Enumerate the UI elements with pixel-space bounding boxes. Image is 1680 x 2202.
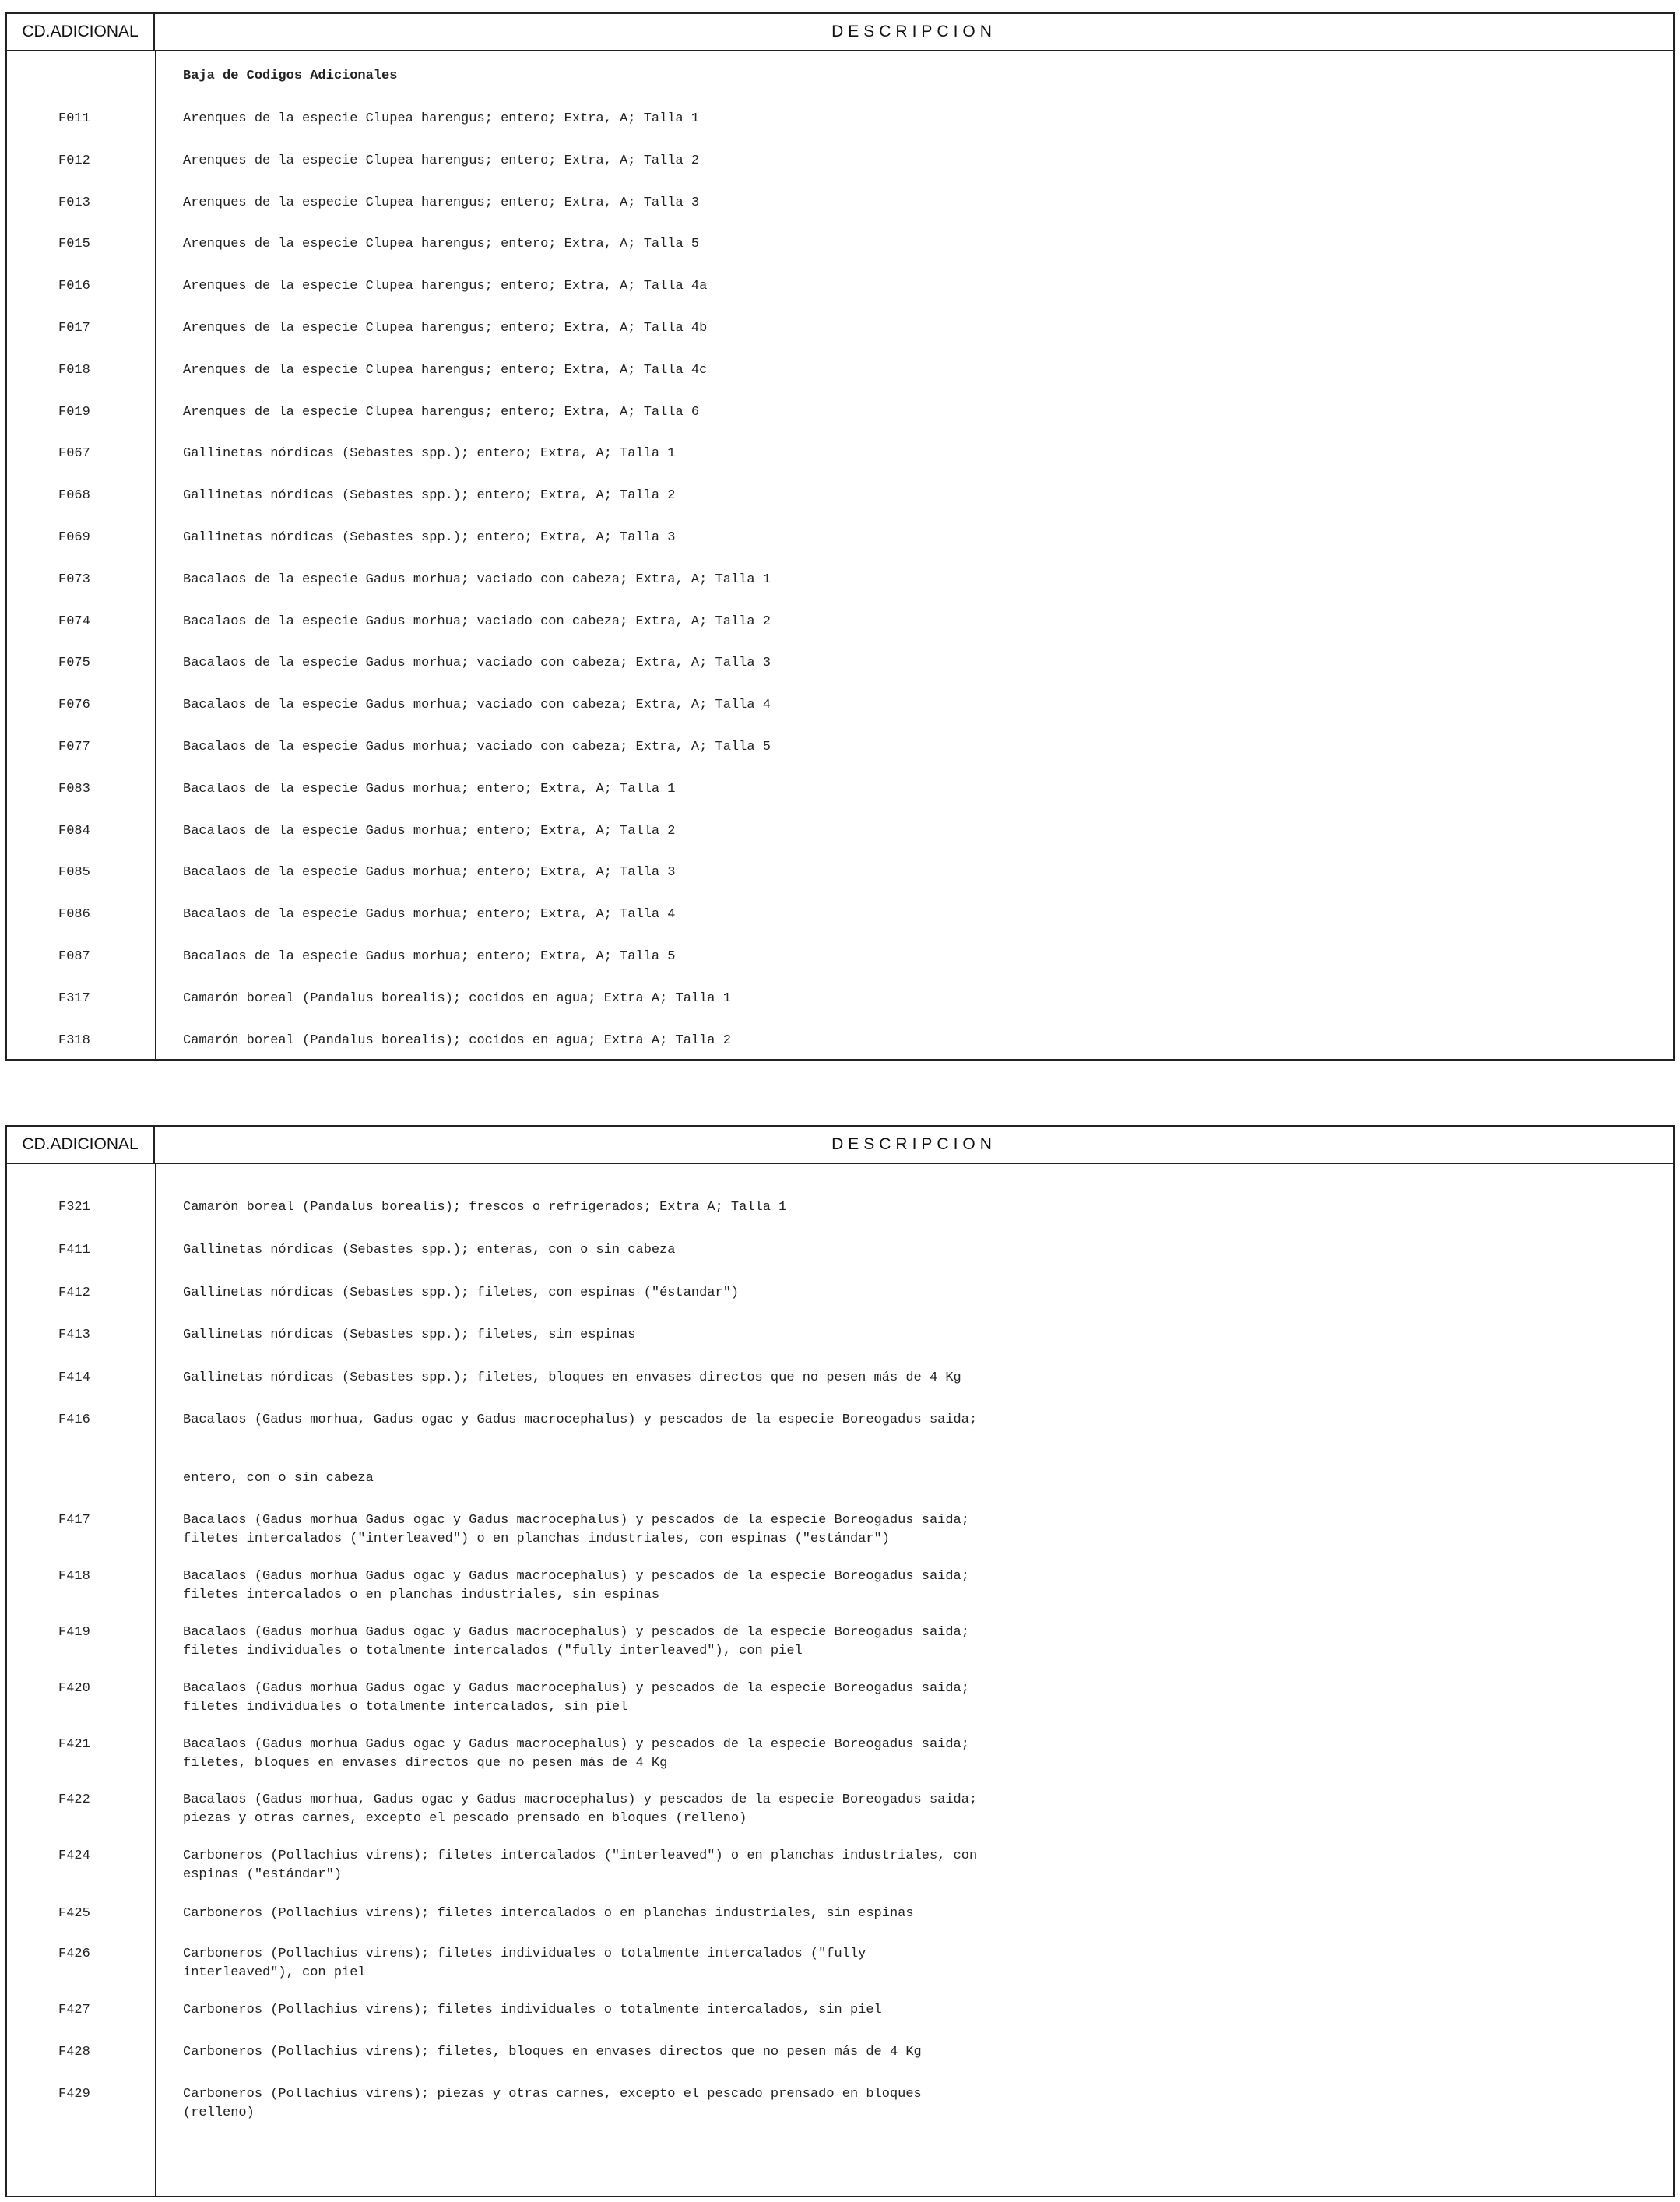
table-row	[7, 1736, 1673, 1773]
table-header	[7, 14, 1673, 51]
row-description: Carboneros (Pollachius virens); filetes individuales o totalmente intercalados, sin piel	[183, 2003, 882, 2017]
row-code: F317	[58, 990, 90, 1006]
row-code: F413	[58, 1328, 90, 1342]
row-description: Gallinetas nórdicas (Sebastes spp.); entero; Extra, A; Talla 2	[183, 488, 676, 504]
row-description: entero, con o sin cabeza	[183, 1471, 374, 1486]
table-row	[7, 1623, 1673, 1661]
row-code: F015	[58, 237, 90, 252]
table-row	[7, 445, 1673, 463]
row-description: Bacalaos de la especie Gadus morhua; entero; Extra, A; Talla 3	[183, 865, 676, 881]
row-code: F013	[58, 195, 90, 210]
header-description: DESCRIPCION	[831, 1135, 996, 1153]
table-row	[7, 864, 1673, 882]
row-code: F419	[58, 1625, 90, 1640]
row-description: Bacalaos de la especie Gadus morhua; vaciado con cabeza; Extra, A; Talla 4	[183, 698, 771, 713]
row-description: Bacalaos de la especie Gadus morhua; entero; Extra, A; Talla 4	[183, 907, 676, 923]
table-row	[7, 613, 1673, 631]
table-bajas-2	[5, 1125, 1675, 2197]
row-description: Bacalaos (Gadus morhua Gadus ogac y Gadus macrocephalus) y pescados de la especie Boreogadus saida; filetes intercalados ("interleaved") o en planchas industriales, con espinas ("estándar")	[183, 1513, 969, 1546]
table-row	[7, 403, 1673, 422]
table-row	[7, 571, 1673, 589]
row-code: F076	[58, 698, 90, 713]
table-row	[7, 2085, 1673, 2123]
row-description: Arenques de la especie Clupea harengus; entero; Extra, A; Talla 6	[183, 404, 700, 420]
table-row	[7, 906, 1673, 924]
table-row	[7, 780, 1673, 799]
row-description: Arenques de la especie Clupea harengus; entero; Extra, A; Talla 5	[183, 237, 700, 252]
row-code: F085	[58, 865, 90, 881]
row-code: F420	[58, 1681, 90, 1696]
table-row	[7, 194, 1673, 213]
row-code: F412	[58, 1286, 90, 1300]
row-description: Bacalaos de la especie Gadus morhua; entero; Extra, A; Talla 5	[183, 949, 676, 964]
row-description: Bacalaos (Gadus morhua, Gadus ogac y Gadus macrocephalus) y pescados de la especie Boreogadus saida;	[183, 1412, 978, 1427]
table-row	[7, 1198, 1673, 1217]
row-description: Bacalaos de la especie Gadus morhua; vaciado con cabeza; Extra, A; Talla 1	[183, 572, 771, 587]
row-description: Gallinetas nórdicas (Sebastes spp.); enteras, con o sin cabeza	[183, 1243, 676, 1258]
table-row	[7, 1284, 1673, 1303]
table-row	[7, 319, 1673, 338]
table-row	[7, 1567, 1673, 1605]
table-row	[7, 990, 1673, 1008]
row-code: F414	[58, 1370, 90, 1385]
row-code: F321	[58, 1200, 90, 1215]
row-description: Bacalaos de la especie Gadus morhua; entero; Extra, A; Talla 2	[183, 823, 676, 839]
row-code: F069	[58, 530, 90, 545]
row-description: Arenques de la especie Clupea harengus; entero; Extra, A; Talla 4b	[183, 321, 708, 336]
row-code: F411	[58, 1243, 90, 1258]
table-row	[7, 152, 1673, 171]
row-code: F427	[58, 2003, 90, 2017]
row-description: Arenques de la especie Clupea harengus; entero; Extra, A; Talla 4c	[183, 362, 708, 378]
row-description: Bacalaos (Gadus morhua, Gadus ogac y Gadus macrocephalus) y pescados de la especie Boreogadus saida; piezas y otras carnes, excepto el pescado prensado en bloques (relleno)	[183, 1792, 978, 1826]
table-row	[7, 1326, 1673, 1345]
row-code: F012	[58, 153, 90, 168]
table-row	[7, 1469, 1673, 1488]
table-header	[7, 1127, 1673, 1164]
row-code: F416	[58, 1412, 90, 1427]
row-description: Arenques de la especie Clupea harengus; entero; Extra, A; Talla 4a	[183, 279, 708, 294]
row-description: Carboneros (Pollachius virens); filetes, bloques en envases directos que no pesen más de 4 Kg	[183, 2045, 922, 2060]
row-code: F429	[58, 2087, 90, 2102]
row-code: F011	[58, 111, 90, 126]
table-row	[7, 487, 1673, 505]
row-description: Bacalaos (Gadus morhua Gadus ogac y Gadus macrocephalus) y pescados de la especie Boreogadus saida; filetes individuales o totalmente intercalados ("fully interleaved"), con piel	[183, 1625, 969, 1659]
header-code: CD.ADICIONAL	[7, 14, 155, 50]
row-description: Carboneros (Pollachius virens); filetes intercalados ("interleaved") o en planchas industriales, con espinas ("estándar")	[183, 1848, 978, 1882]
row-description: Carboneros (Pollachius virens); piezas y otras carnes, excepto el pescado prensado en bloques (relleno)	[183, 2087, 922, 2120]
row-code: F083	[58, 781, 90, 797]
row-description: Gallinetas nórdicas (Sebastes spp.); filetes, bloques en envases directos que no pesen más de 4 Kg	[183, 1370, 961, 1385]
table-bajas-1	[5, 12, 1675, 1061]
row-code: F424	[58, 1848, 90, 1863]
row-code: F018	[58, 362, 90, 378]
row-description: Arenques de la especie Clupea harengus; entero; Extra, A; Talla 1	[183, 111, 700, 126]
row-code: F074	[58, 614, 90, 629]
row-code: F422	[58, 1792, 90, 1807]
row-code: F425	[58, 1906, 90, 1921]
table-row	[7, 1511, 1673, 1549]
section-title-row	[7, 67, 1673, 86]
header-description: DESCRIPCION	[831, 23, 996, 40]
row-code: F087	[58, 949, 90, 964]
table-row	[7, 1847, 1673, 1884]
table-row	[7, 2001, 1673, 2020]
row-description: Bacalaos (Gadus morhua Gadus ogac y Gadus macrocephalus) y pescados de la especie Boreogadus saida; filetes intercalados o en planchas industriales, sin espinas	[183, 1569, 969, 1602]
section-title: Baja de Codigos Adicionales	[183, 69, 398, 83]
row-description: Camarón boreal (Pandalus borealis); frescos o refrigerados; Extra A; Talla 1	[183, 1200, 787, 1215]
row-code: F084	[58, 823, 90, 839]
table-row	[7, 696, 1673, 715]
row-description: Gallinetas nórdicas (Sebastes spp.); entero; Extra, A; Talla 1	[183, 446, 676, 462]
row-description: Gallinetas nórdicas (Sebastes spp.); filetes, con espinas ("éstandar")	[183, 1286, 740, 1300]
row-code: F428	[58, 2045, 90, 2060]
row-code: F418	[58, 1569, 90, 1584]
row-description: Camarón boreal (Pandalus borealis); cocidos en agua; Extra A; Talla 1	[183, 990, 731, 1006]
table-row	[7, 1241, 1673, 1260]
row-description: Camarón boreal (Pandalus borealis); cocidos en agua; Extra A; Talla 2	[183, 1032, 731, 1048]
row-code: F016	[58, 279, 90, 294]
row-description: Arenques de la especie Clupea harengus; entero; Extra, A; Talla 2	[183, 153, 700, 168]
header-code: CD.ADICIONAL	[7, 1127, 155, 1163]
table-row	[7, 738, 1673, 757]
row-description: Carboneros (Pollachius virens); filetes individuales o totalmente intercalados ("fully interleaved"), con piel	[183, 1947, 866, 1980]
table-row	[7, 948, 1673, 966]
row-description: Carboneros (Pollachius virens); filetes intercalados o en planchas industriales, sin espinas	[183, 1906, 914, 1921]
row-code: F077	[58, 740, 90, 755]
row-description: Bacalaos de la especie Gadus morhua; vaciado con cabeza; Extra, A; Talla 5	[183, 740, 771, 755]
row-code: F075	[58, 656, 90, 671]
row-code: F318	[58, 1032, 90, 1048]
row-description: Bacalaos (Gadus morhua Gadus ogac y Gadus macrocephalus) y pescados de la especie Boreogadus saida; filetes, bloques en envases directos que no pesen más de 4 Kg	[183, 1737, 969, 1771]
table-row	[7, 361, 1673, 380]
row-code: F086	[58, 907, 90, 923]
table-row	[7, 1791, 1673, 1828]
row-code: F068	[58, 488, 90, 504]
row-code: F417	[58, 1513, 90, 1528]
table-row	[7, 529, 1673, 547]
row-code: F421	[58, 1737, 90, 1752]
table-row	[7, 277, 1673, 296]
table-row	[7, 654, 1673, 673]
table-row	[7, 2043, 1673, 2062]
table-row	[7, 1032, 1673, 1050]
row-description: Gallinetas nórdicas (Sebastes spp.); filetes, sin espinas	[183, 1328, 636, 1342]
row-description: Gallinetas nórdicas (Sebastes spp.); entero; Extra, A; Talla 3	[183, 530, 676, 545]
row-code: F067	[58, 446, 90, 462]
table-row	[7, 1905, 1673, 1923]
row-description: Bacalaos de la especie Gadus morhua; vaciado con cabeza; Extra, A; Talla 2	[183, 614, 771, 629]
table-row	[7, 235, 1673, 254]
row-description: Arenques de la especie Clupea harengus; entero; Extra, A; Talla 3	[183, 195, 700, 210]
table-row	[7, 1680, 1673, 1717]
table-row	[7, 822, 1673, 841]
row-description: Bacalaos de la especie Gadus morhua; entero; Extra, A; Talla 1	[183, 781, 676, 797]
row-code: F073	[58, 572, 90, 587]
row-code: F426	[58, 1947, 90, 1961]
table-row	[7, 1411, 1673, 1430]
row-code: F017	[58, 321, 90, 336]
row-code: F019	[58, 404, 90, 420]
table-row	[7, 1369, 1673, 1388]
row-description: Bacalaos (Gadus morhua Gadus ogac y Gadus macrocephalus) y pescados de la especie Boreogadus saida; filetes individuales o totalmente intercalados, sin piel	[183, 1681, 969, 1715]
table-row	[7, 110, 1673, 128]
table-row	[7, 1945, 1673, 1982]
row-description: Bacalaos de la especie Gadus morhua; vaciado con cabeza; Extra, A; Talla 3	[183, 656, 771, 671]
